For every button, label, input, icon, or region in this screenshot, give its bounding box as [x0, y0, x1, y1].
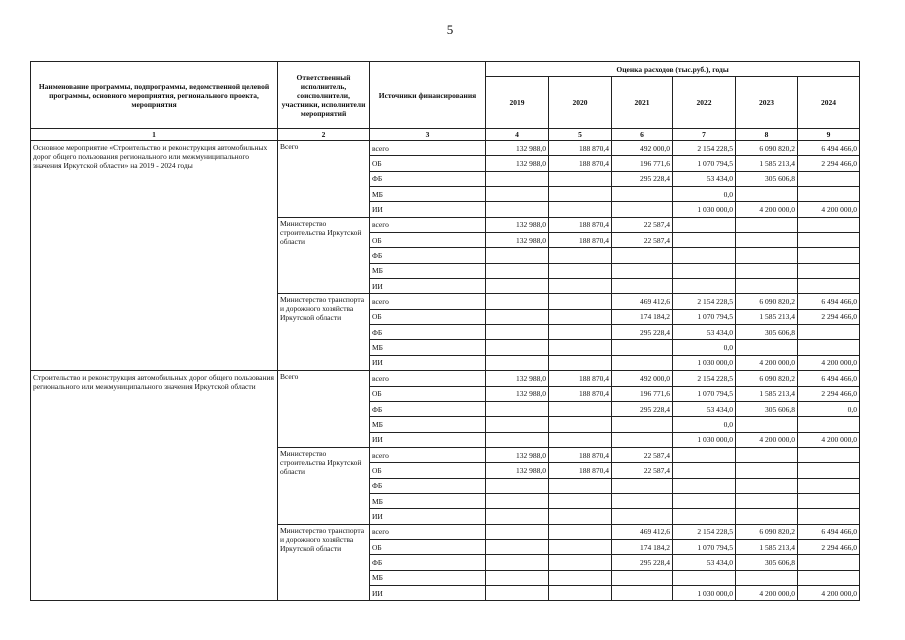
cost-value: 188 870,4 — [549, 217, 612, 232]
cost-value — [798, 279, 860, 294]
cost-value: 132 988,0 — [486, 217, 549, 232]
cost-value: 2 154 228,5 — [673, 294, 736, 309]
cost-value — [612, 187, 673, 202]
cost-value — [673, 478, 736, 493]
cost-value: 6 494 466,0 — [798, 141, 860, 156]
cost-value: 6 090 820,2 — [736, 294, 798, 309]
measure-description: Основное мероприятие «Строительство и реконструкция автомобильных дорог общего пользования регионального или межмуниципального значения Иркутской области» на 2019 - 2024 годы — [31, 141, 278, 371]
cost-value — [736, 248, 798, 263]
cost-value: 4 200 000,0 — [798, 585, 860, 600]
cost-value — [612, 570, 673, 585]
cost-value: 0,0 — [673, 340, 736, 355]
cost-value — [486, 171, 549, 186]
responsible-executor: Министерство транспорта и дорожного хозяйства Иркутской области — [278, 524, 370, 601]
cost-value: 0,0 — [798, 401, 860, 416]
header-sources: Источники финансирования — [370, 62, 486, 129]
cost-value — [798, 340, 860, 355]
funding-source: ФБ — [370, 401, 486, 416]
cost-value: 196 771,6 — [612, 386, 673, 401]
funding-source: МБ — [370, 570, 486, 585]
header-estimate: Оценка расходов (тыс.руб.), годы — [486, 62, 860, 77]
cost-value — [486, 493, 549, 508]
cost-value: 295 228,4 — [612, 325, 673, 340]
cost-value: 4 200 000,0 — [736, 202, 798, 217]
cost-value: 1 070 794,5 — [673, 309, 736, 324]
cost-value: 1 030 000,0 — [673, 432, 736, 447]
cost-value — [549, 401, 612, 416]
cost-value — [486, 417, 549, 432]
cost-value — [612, 340, 673, 355]
cost-value: 469 412,6 — [612, 294, 673, 309]
cost-value — [736, 509, 798, 524]
funding-source: ИИ — [370, 585, 486, 600]
cost-value: 174 184,2 — [612, 309, 673, 324]
cost-value: 188 870,4 — [549, 141, 612, 156]
cost-value: 305 606,8 — [736, 401, 798, 416]
cost-value — [673, 509, 736, 524]
cost-value — [486, 294, 549, 309]
cost-value — [736, 570, 798, 585]
cost-value — [549, 263, 612, 278]
cost-value — [486, 340, 549, 355]
cost-value — [549, 294, 612, 309]
responsible-executor: Министерство строительства Иркутской области — [278, 447, 370, 524]
header-name: Наименование программы, подпрограммы, ведомственной целевой программы, основного мероприятия, регионального проекта, мероприятия — [31, 62, 278, 129]
funding-source: всего — [370, 371, 486, 386]
cost-value — [486, 478, 549, 493]
cost-value: 305 606,8 — [736, 555, 798, 570]
cost-value — [612, 585, 673, 600]
cost-value: 0,0 — [673, 187, 736, 202]
cost-value — [549, 171, 612, 186]
cost-value — [486, 539, 549, 554]
cost-value: 2 294 466,0 — [798, 156, 860, 171]
cost-value: 2 154 228,5 — [673, 371, 736, 386]
funding-source: ОБ — [370, 156, 486, 171]
cost-value — [798, 555, 860, 570]
cost-value — [486, 509, 549, 524]
cost-value: 132 988,0 — [486, 371, 549, 386]
cost-value: 6 090 820,2 — [736, 524, 798, 539]
column-number: 9 — [798, 129, 860, 141]
cost-value — [798, 509, 860, 524]
cost-value: 196 771,6 — [612, 156, 673, 171]
cost-value — [736, 478, 798, 493]
cost-value: 295 228,4 — [612, 555, 673, 570]
cost-value: 53 434,0 — [673, 555, 736, 570]
cost-value — [486, 432, 549, 447]
funding-source: всего — [370, 217, 486, 232]
header-year: 2022 — [673, 77, 736, 129]
cost-value: 6 494 466,0 — [798, 524, 860, 539]
funding-source: ИИ — [370, 202, 486, 217]
cost-value: 188 870,4 — [549, 371, 612, 386]
cost-value — [486, 248, 549, 263]
table-row — [31, 371, 860, 386]
cost-value — [486, 401, 549, 416]
cost-value — [673, 233, 736, 248]
cost-value: 188 870,4 — [549, 156, 612, 171]
cost-value: 188 870,4 — [549, 447, 612, 462]
cost-value — [486, 585, 549, 600]
funding-source: ИИ — [370, 355, 486, 370]
cost-value — [673, 463, 736, 478]
cost-value — [736, 279, 798, 294]
cost-value — [486, 325, 549, 340]
cost-value — [549, 417, 612, 432]
cost-value: 132 988,0 — [486, 156, 549, 171]
cost-value: 22 587,4 — [612, 233, 673, 248]
funding-source: всего — [370, 524, 486, 539]
cost-value: 1 070 794,5 — [673, 386, 736, 401]
cost-value: 132 988,0 — [486, 463, 549, 478]
cost-value — [549, 340, 612, 355]
cost-value — [673, 493, 736, 508]
responsible-executor: Всего — [278, 371, 370, 448]
cost-value: 6 090 820,2 — [736, 141, 798, 156]
cost-value: 4 200 000,0 — [798, 355, 860, 370]
cost-value — [736, 187, 798, 202]
cost-value — [549, 509, 612, 524]
cost-value — [549, 585, 612, 600]
cost-value: 53 434,0 — [673, 401, 736, 416]
cost-value — [549, 539, 612, 554]
cost-value — [486, 524, 549, 539]
cost-value — [736, 463, 798, 478]
cost-value — [549, 309, 612, 324]
header-year: 2021 — [612, 77, 673, 129]
cost-value: 1 585 213,4 — [736, 156, 798, 171]
cost-value — [798, 417, 860, 432]
cost-value: 1 030 000,0 — [673, 585, 736, 600]
cost-value — [549, 248, 612, 263]
cost-value: 1 585 213,4 — [736, 386, 798, 401]
funding-source: ОБ — [370, 386, 486, 401]
cost-value: 1 030 000,0 — [673, 202, 736, 217]
cost-value: 1 585 213,4 — [736, 309, 798, 324]
page-number: 5 — [446, 22, 454, 37]
cost-value: 6 494 466,0 — [798, 294, 860, 309]
cost-value: 2 154 228,5 — [673, 524, 736, 539]
cost-value: 0,0 — [673, 417, 736, 432]
cost-value: 1 585 213,4 — [736, 539, 798, 554]
cost-value — [612, 509, 673, 524]
column-number: 6 — [612, 129, 673, 141]
cost-value: 2 294 466,0 — [798, 539, 860, 554]
cost-value — [549, 202, 612, 217]
cost-value — [486, 555, 549, 570]
cost-value: 132 988,0 — [486, 233, 549, 248]
responsible-executor: Всего — [278, 141, 370, 218]
funding-source: всего — [370, 141, 486, 156]
cost-value: 22 587,4 — [612, 447, 673, 462]
cost-value — [673, 447, 736, 462]
cost-value: 4 200 000,0 — [736, 355, 798, 370]
cost-value: 53 434,0 — [673, 171, 736, 186]
header-year: 2023 — [736, 77, 798, 129]
funding-source: всего — [370, 447, 486, 462]
cost-value — [673, 248, 736, 263]
cost-value: 2 294 466,0 — [798, 309, 860, 324]
funding-source: всего — [370, 294, 486, 309]
cost-value: 132 988,0 — [486, 141, 549, 156]
cost-value: 295 228,4 — [612, 171, 673, 186]
column-number: 7 — [673, 129, 736, 141]
funding-source: ОБ — [370, 309, 486, 324]
cost-value: 295 228,4 — [612, 401, 673, 416]
cost-value: 22 587,4 — [612, 463, 673, 478]
column-number: 4 — [486, 129, 549, 141]
cost-value — [549, 355, 612, 370]
cost-value — [612, 432, 673, 447]
funding-source: ОБ — [370, 463, 486, 478]
cost-value — [549, 325, 612, 340]
funding-source: ФБ — [370, 171, 486, 186]
responsible-executor: Министерство строительства Иркутской области — [278, 217, 370, 294]
column-number: 3 — [370, 129, 486, 141]
cost-value: 6 090 820,2 — [736, 371, 798, 386]
cost-value — [798, 325, 860, 340]
cost-value — [798, 217, 860, 232]
cost-value — [798, 463, 860, 478]
cost-value: 22 587,4 — [612, 217, 673, 232]
cost-value — [549, 570, 612, 585]
cost-value — [798, 263, 860, 278]
funding-source: ОБ — [370, 539, 486, 554]
cost-value — [736, 340, 798, 355]
funding-source: ИИ — [370, 509, 486, 524]
expenditure-table — [30, 61, 860, 601]
cost-value — [486, 309, 549, 324]
cost-value — [736, 417, 798, 432]
cost-value: 492 000,0 — [612, 371, 673, 386]
cost-value: 305 606,8 — [736, 171, 798, 186]
cost-value — [673, 279, 736, 294]
column-number: 1 — [31, 129, 278, 141]
funding-source: ИИ — [370, 279, 486, 294]
table-row — [31, 141, 860, 156]
cost-value: 2 294 466,0 — [798, 386, 860, 401]
cost-value — [612, 263, 673, 278]
cost-value — [798, 478, 860, 493]
cost-value: 188 870,4 — [549, 463, 612, 478]
funding-source: МБ — [370, 263, 486, 278]
cost-value — [486, 355, 549, 370]
cost-value — [612, 202, 673, 217]
column-number: 5 — [549, 129, 612, 141]
cost-value — [549, 478, 612, 493]
cost-value: 1 070 794,5 — [673, 539, 736, 554]
cost-value — [549, 493, 612, 508]
cost-value — [673, 263, 736, 278]
cost-value: 1 070 794,5 — [673, 156, 736, 171]
cost-value — [486, 263, 549, 278]
funding-source: МБ — [370, 493, 486, 508]
cost-value: 6 494 466,0 — [798, 371, 860, 386]
cost-value — [673, 217, 736, 232]
cost-value — [736, 263, 798, 278]
cost-value — [549, 187, 612, 202]
cost-value — [736, 447, 798, 462]
cost-value: 132 988,0 — [486, 386, 549, 401]
cost-value — [549, 555, 612, 570]
funding-source: ИИ — [370, 432, 486, 447]
cost-value: 188 870,4 — [549, 233, 612, 248]
funding-source: МБ — [370, 340, 486, 355]
cost-value — [673, 570, 736, 585]
funding-source: ФБ — [370, 325, 486, 340]
cost-value: 174 184,2 — [612, 539, 673, 554]
header-responsible: Ответственный исполнитель, соисполнители, участники, исполнители мероприятий — [278, 62, 370, 129]
cost-value: 469 412,6 — [612, 524, 673, 539]
cost-value — [798, 447, 860, 462]
cost-value — [736, 233, 798, 248]
measure-description: Строительство и реконструкция автомобильных дорог общего пользования регионального или межмуниципального значения Иркутской области — [31, 371, 278, 601]
cost-value: 2 154 228,5 — [673, 141, 736, 156]
header-year: 2024 — [798, 77, 860, 129]
funding-source: МБ — [370, 187, 486, 202]
responsible-executor: Министерство транспорта и дорожного хозяйства Иркутской области — [278, 294, 370, 371]
header-year: 2020 — [549, 77, 612, 129]
column-number: 2 — [278, 129, 370, 141]
cost-value: 492 000,0 — [612, 141, 673, 156]
cost-value — [549, 524, 612, 539]
cost-value — [612, 493, 673, 508]
cost-value — [798, 570, 860, 585]
funding-source: ФБ — [370, 248, 486, 263]
funding-source: ФБ — [370, 478, 486, 493]
cost-value — [549, 432, 612, 447]
funding-source: МБ — [370, 417, 486, 432]
cost-value — [486, 570, 549, 585]
funding-source: ФБ — [370, 555, 486, 570]
cost-value — [612, 355, 673, 370]
cost-value: 4 200 000,0 — [798, 202, 860, 217]
cost-value — [486, 202, 549, 217]
cost-value — [798, 493, 860, 508]
funding-source: ОБ — [370, 233, 486, 248]
cost-value: 4 200 000,0 — [736, 432, 798, 447]
cost-value — [798, 187, 860, 202]
cost-value: 4 200 000,0 — [798, 432, 860, 447]
cost-value: 132 988,0 — [486, 447, 549, 462]
cost-value — [736, 217, 798, 232]
cost-value: 4 200 000,0 — [736, 585, 798, 600]
cost-value: 305 606,8 — [736, 325, 798, 340]
cost-value: 53 434,0 — [673, 325, 736, 340]
cost-value — [798, 248, 860, 263]
cost-value — [486, 187, 549, 202]
column-number: 8 — [736, 129, 798, 141]
cost-value — [736, 493, 798, 508]
cost-value: 188 870,4 — [549, 386, 612, 401]
cost-value: 1 030 000,0 — [673, 355, 736, 370]
cost-value — [798, 171, 860, 186]
cost-value — [612, 248, 673, 263]
cost-value — [549, 279, 612, 294]
cost-value — [486, 279, 549, 294]
table-body — [31, 141, 860, 601]
cost-value — [612, 478, 673, 493]
cost-value — [612, 417, 673, 432]
header-year: 2019 — [486, 77, 549, 129]
cost-value — [798, 233, 860, 248]
cost-value — [612, 279, 673, 294]
